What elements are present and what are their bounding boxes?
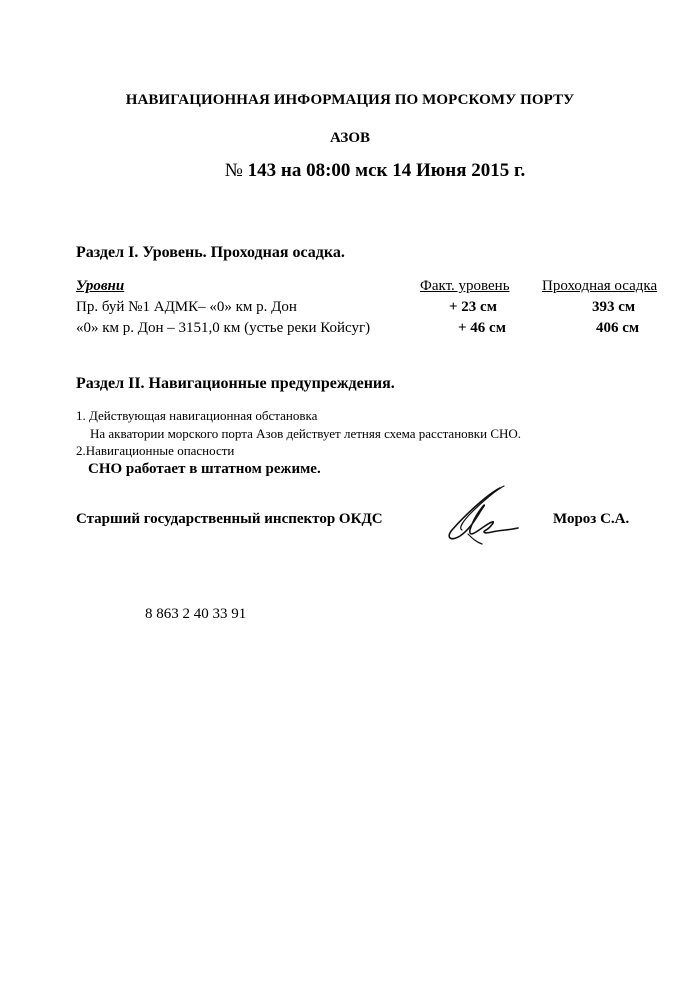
column-header-fact: Факт. уровень (420, 278, 510, 294)
section1-title: Раздел I. Уровень. Проходная осадка. (76, 244, 345, 261)
signature-icon (438, 484, 528, 548)
warning-item-2-text: СНО работает в штатном режиме. (88, 461, 321, 477)
bulletin-number: 143 (247, 160, 277, 181)
port-name: АЗОВ (329, 130, 371, 146)
timezone: мск (350, 160, 393, 181)
section2-title: Раздел II. Навигационные предупреждения. (76, 375, 395, 392)
bulletin-time: 08:00 (306, 160, 351, 181)
warning-item-2: 2.Навигационные опасности (76, 443, 235, 458)
table-row-fact: + 46 см (458, 320, 506, 336)
warning-item-1-text: На акватории морского порта Азов действует летняя схема расстановки СНО. (90, 426, 522, 441)
phone-number: 8 863 2 40 33 91 (145, 606, 247, 622)
warning-item-1: 1. Действующая навигационная обстановка (76, 408, 318, 423)
inspector-position: Старший государственный инспектор ОКДС (76, 511, 383, 527)
table-row-draft: 406 см (596, 320, 640, 336)
document-title: НАВИГАЦИОННАЯ ИНФОРМАЦИЯ ПО МОРСКОМУ ПОРТУ (125, 92, 575, 108)
bulletin-year: 2015 г. (466, 160, 526, 181)
column-header-draft: Проходная осадка (542, 278, 658, 294)
table-row-fact: + 23 см (449, 299, 497, 315)
bulletin-date: 14 Июня (392, 160, 467, 181)
on-word: на (276, 160, 307, 181)
table-row-label: «0» км р. Дон – 3151,0 км (устье реки Койсуг) (76, 320, 371, 336)
signer-name: Мороз С.А. (553, 511, 630, 527)
column-header-levels: Уровни (76, 278, 125, 294)
bulletin-number-line (0, 160, 700, 182)
number-prefix: № (224, 160, 248, 181)
table-row-label: Пр. буй №1 АДМК– «0» км р. Дон (76, 299, 297, 315)
table-row-draft: 393 см (592, 299, 636, 315)
